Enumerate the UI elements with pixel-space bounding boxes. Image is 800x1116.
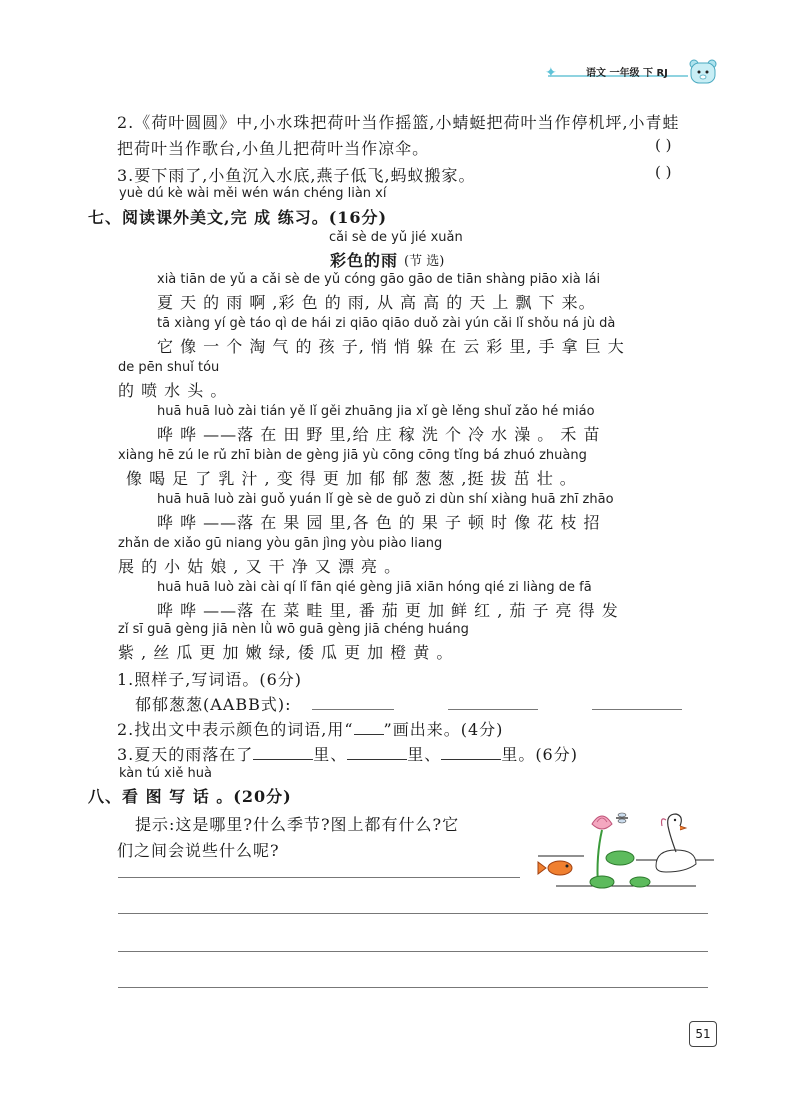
poem-title-pinyin: cǎi sè de yǔ jié xuǎn — [329, 230, 463, 245]
exercise-1-example: 郁郁葱葱(AABB式): — [135, 695, 292, 714]
exercise-2-text-b: ”画出来。(4分) — [383, 720, 504, 739]
exercise-3-text-d: 里。(6分) — [501, 745, 578, 764]
poem-line-5: 像 喝 足 了 乳 汁 , 变 得 更 加 郁 郁 葱 葱 ,挺 拔 茁 壮 。 — [126, 469, 577, 488]
star-icon: ✦ — [545, 65, 557, 81]
answer-blank-1c[interactable] — [592, 709, 682, 710]
poem-line-6-pinyin: huā huā luò zài guǒ yuán lǐ gè sè de guǒ zi dùn shí xiàng huā zhī zhāo — [157, 492, 614, 507]
poem-line-3: 的 喷 水 头 。 — [118, 381, 228, 400]
section-7-pinyin: yuè dú kè wài měi wén wán chéng liàn xí — [119, 186, 387, 201]
exercise-3 — [117, 742, 578, 765]
poem-line-7: 展 的 小 姑 娘 , 又 干 净 又 漂 亮 。 — [118, 557, 402, 576]
bear-mascot-icon — [688, 57, 718, 85]
writing-line-4[interactable] — [118, 987, 708, 988]
answer-blank-1b[interactable] — [448, 709, 538, 710]
answer-paren-3[interactable]: ( ) — [655, 163, 672, 181]
poem-line-9: 紫 , 丝 瓜 更 加 嫩 绿, 倭 瓜 更 加 橙 黄 。 — [118, 643, 454, 662]
answer-blank-3c[interactable] — [441, 745, 501, 760]
exercise-3-text-b: 里、 — [313, 745, 348, 764]
answer-paren-2[interactable]: ( ) — [655, 136, 672, 154]
poem-line-4: 哗 哗 ——落 在 田 野 里,给 庄 稼 洗 个 冷 水 澡 。 禾 苗 — [157, 425, 601, 444]
exercise-2 — [117, 717, 503, 740]
section-8-pinyin: kàn tú xiě huà — [119, 766, 212, 781]
poem-line-8: 哗 哗 ——落 在 菜 畦 里, 番 茄 更 加 鲜 红 , 茄 子 亮 得 发 — [157, 601, 619, 620]
writing-prompt-line-2: 们之间会说些什么呢? — [117, 841, 280, 860]
exercise-3-text-a: 3.夏天的雨落在了 — [117, 745, 254, 764]
poem-line-5-pinyin: xiàng hē zú le rǔ zhī biàn de gèng jiā yù cōng cōng tǐng bá zhuó zhuàng — [118, 448, 587, 463]
section-7-title: 七、阅读课外美文,完 成 练习。(16分) — [88, 208, 388, 227]
exercise-3-text-c: 里、 — [407, 745, 442, 764]
exercise-1: 1.照样子,写词语。(6分) — [117, 670, 303, 689]
answer-blank-1a[interactable] — [312, 709, 394, 710]
underline-sample — [354, 720, 384, 735]
poem-excerpt-note: (节 选) — [404, 254, 445, 269]
poem-line-1-pinyin: xià tiān de yǔ a cǎi sè de yǔ cóng gāo gāo de tiān shàng piāo xià lái — [157, 272, 601, 287]
writing-prompt-line-1: 提示:这是哪里?什么季节?图上都有什么?它 — [135, 815, 460, 834]
writing-line-3[interactable] — [118, 951, 708, 952]
poem-line-7-pinyin: zhǎn de xiǎo gū niang yòu gān jìng yòu piào liang — [118, 536, 443, 551]
poem-line-2-pinyin: tā xiàng yí gè táo qì de hái zi qiāo qiāo duǒ zài yún cǎi lǐ shǒu ná jù dà — [157, 316, 616, 331]
poem-line-2: 它 像 一 个 淘 气 的 孩 子, 悄 悄 躲 在 云 彩 里, 手 拿 巨 大 — [157, 337, 625, 356]
exercise-2-text-a: 2.找出文中表示颜色的词语,用“ — [117, 720, 354, 739]
question-2-line-2: 把荷叶当作歌台,小鱼儿把荷叶当作凉伞。 — [117, 139, 430, 158]
poem-line-1: 夏 天 的 雨 啊 ,彩 色 的 雨, 从 高 高 的 天 上 飘 下 来。 — [157, 293, 596, 312]
answer-blank-3b[interactable] — [347, 745, 407, 760]
question-3: 3.要下雨了,小鱼沉入水底,燕子低飞,蚂蚁搬家。 — [117, 166, 476, 185]
section-8-title: 八、看 图 写 话 。(20分) — [88, 787, 292, 806]
pond-illustration — [536, 806, 716, 898]
poem-line-3-pinyin: de pēn shuǐ tóu — [118, 360, 220, 375]
page-number: 51 — [689, 1021, 717, 1047]
poem-line-6: 哗 哗 ——落 在 果 园 里,各 色 的 果 子 顿 时 像 花 枝 招 — [157, 513, 601, 532]
poem-title: 彩色的雨 — [330, 251, 399, 270]
writing-line-1[interactable] — [118, 877, 520, 878]
poem-line-9-pinyin: zǐ sī guā gèng jiā nèn lǜ wō guā gèng jiā chéng huáng — [118, 622, 469, 637]
answer-blank-3a[interactable] — [253, 745, 313, 760]
poem-line-4-pinyin: huā huā luò zài tián yě lǐ gěi zhuāng jia xǐ gè lěng shuǐ zǎo hé miáo — [157, 404, 595, 419]
poem-line-8-pinyin: huā huā luò zài cài qí lǐ fān qié gèng jiā xiān hóng qié zi liàng de fā — [157, 580, 592, 595]
question-2-line-1: 2.《荷叶圆圆》中,小水珠把荷叶当作摇篮,小蜻蜓把荷叶当作停机坪,小青蛙 — [117, 113, 680, 132]
header-title: 语文 一年级 下 RJ — [586, 68, 668, 79]
writing-line-2[interactable] — [118, 913, 708, 914]
